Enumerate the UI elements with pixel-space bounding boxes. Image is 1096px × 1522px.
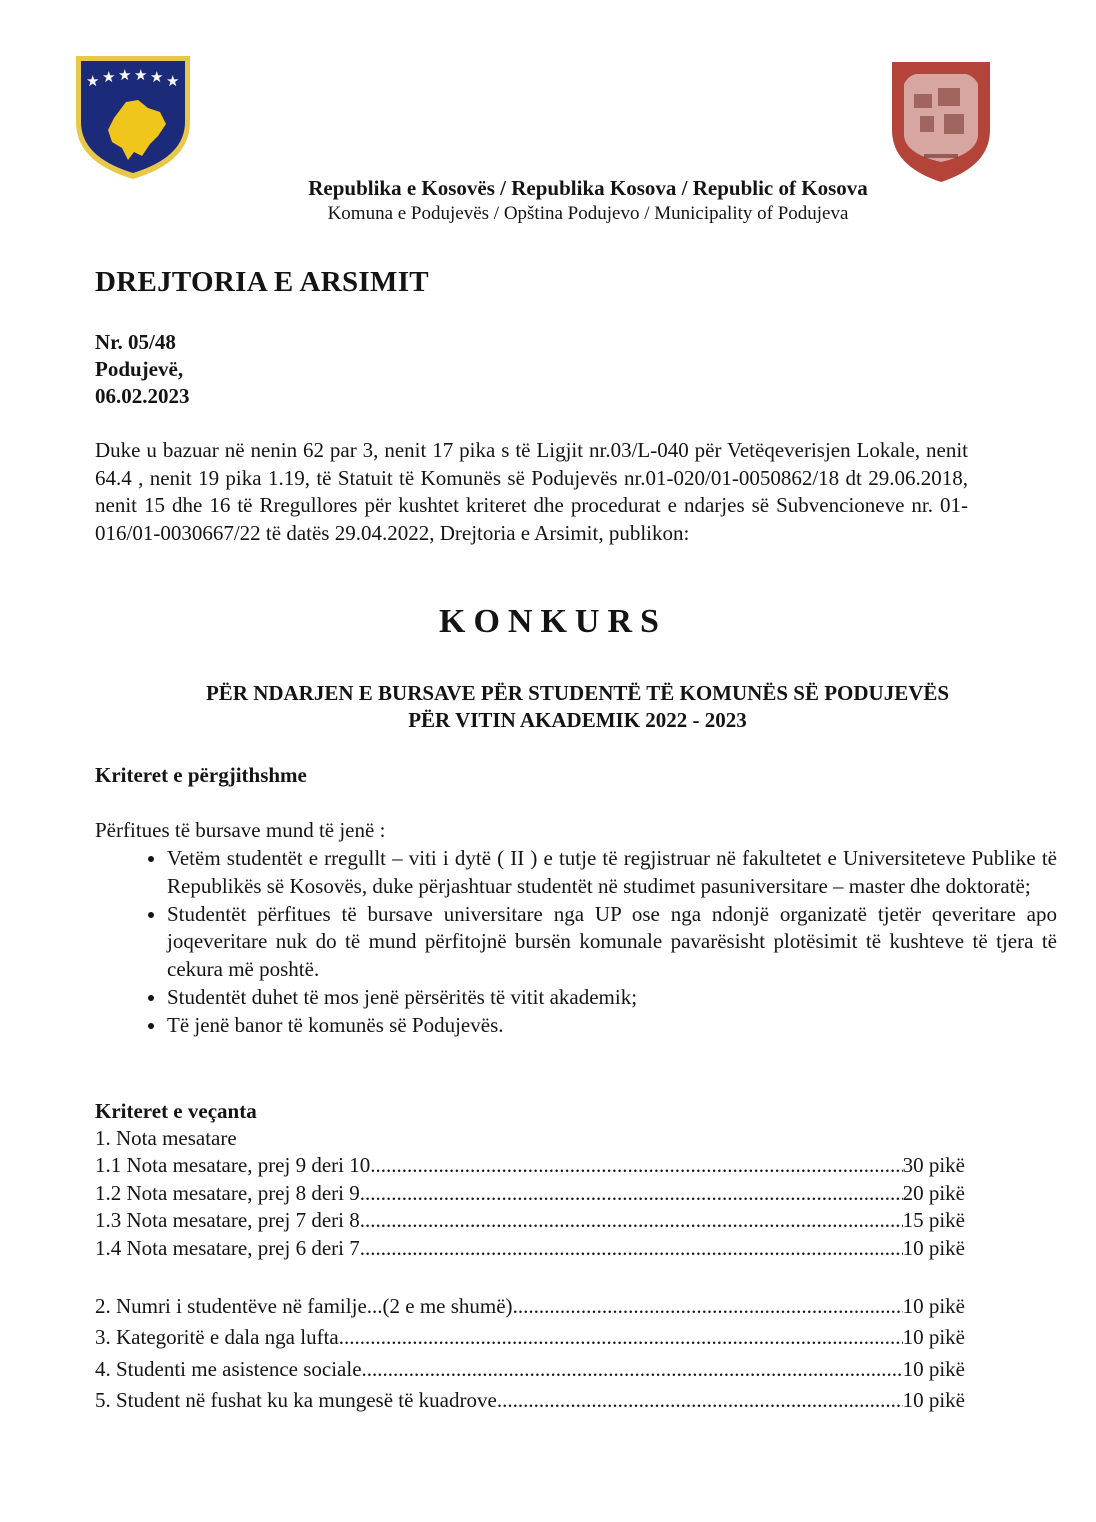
- general-criteria-list: [95, 845, 1057, 1040]
- leader-dots: [497, 1388, 903, 1413]
- leader-dots: [360, 1208, 903, 1233]
- criteria-points: 10 pikë: [902, 1294, 965, 1318]
- criteria-points: 30 pikë: [902, 1153, 965, 1177]
- criteria-points: 15 pikë: [902, 1208, 965, 1232]
- leader-dots: [513, 1294, 903, 1319]
- special-criteria-subheading: 1. Nota mesatare: [95, 1126, 237, 1150]
- criteria-label: 1.2 Nota mesatare, prej 8 deri 9: [95, 1181, 360, 1205]
- list-item: • Të jenë banor të komunës së Podujevës.: [167, 1012, 1057, 1040]
- criteria-label: 1.1 Nota mesatare, prej 9 deri 10: [95, 1153, 371, 1177]
- subtitle-line-2: PËR VITIN AKADEMIK 2022 - 2023: [408, 708, 747, 732]
- criteria-points: 10 pikë: [902, 1357, 965, 1381]
- criteria-row: [95, 1388, 965, 1413]
- criteria-row: [95, 1181, 965, 1206]
- criteria-label: 2. Numri i studentëve në familje...(2 e me shumë): [95, 1294, 513, 1318]
- svg-text:★: ★: [86, 72, 100, 90]
- criteria-label: 1.3 Nota mesatare, prej 7 deri 8: [95, 1208, 360, 1232]
- svg-text:★: ★: [150, 68, 164, 86]
- criteria-row: [95, 1357, 965, 1382]
- criteria-label: 1.4 Nota mesatare, prej 6 deri 7: [95, 1236, 360, 1260]
- criteria-row: [95, 1325, 965, 1350]
- criteria-row: [95, 1153, 965, 1178]
- criteria-row: [95, 1208, 965, 1233]
- criteria-points: 20 pikë: [902, 1181, 965, 1205]
- document-place: Podujevë,: [95, 357, 184, 381]
- criteria-label: 5. Student në fushat ku ka mungesë të kuadrove: [95, 1388, 497, 1412]
- intro-paragraph: Duke u bazuar në nenin 62 par 3, nenit 17 pika s të Ligjit nr.03/L-040 për Vetëqeverisjen Lokale, nenit 64.4 , nenit 19 pika 1.19, të Statuit të Komunës së Podujevës nr.01-020/01-0050862/18 dt 29.06.2018, nenit 15 dhe 16 të Rregullores për kushtet kriteret dhe procedurat e ndarjes së Subvencioneve nr. 01-016/01-0030667/22 të datës 29.04.2022, Drejtoria e Arsimit, publikon:: [95, 438, 968, 545]
- criteria-row: [95, 1294, 965, 1319]
- special-criteria-heading: Kriteret e veçanta: [95, 1099, 257, 1123]
- leader-dots: [362, 1357, 903, 1382]
- document-meta: [95, 329, 190, 410]
- country-header: Republika e Kosovës / Republika Kosova / Republic of Kosova: [308, 176, 868, 200]
- department-title: DREJTORIA E ARSIMIT: [95, 266, 429, 298]
- podujeva-municipal-emblem-icon: [888, 58, 994, 186]
- criteria-points: 10 pikë: [902, 1388, 965, 1412]
- leader-dots: [360, 1181, 903, 1206]
- document-subtitle: [95, 680, 1060, 734]
- svg-text:★: ★: [166, 72, 180, 90]
- municipality-header: Komuna e Podujevës / Opština Podujevo / Municipality of Podujeva: [327, 203, 849, 224]
- general-criteria-lead: Përfitues të bursave mund të jenë :: [95, 818, 386, 842]
- criteria-row: [95, 1236, 965, 1261]
- leader-dots: [370, 1153, 902, 1178]
- document-date: 06.02.2023: [95, 384, 190, 408]
- criteria-points: 10 pikë: [902, 1325, 965, 1349]
- criteria-label: 3. Kategoritë e dala nga lufta: [95, 1325, 339, 1349]
- general-criteria-heading: Kriteret e përgjithshme: [95, 763, 307, 787]
- list-item: • Studentët përfitues të bursave universitare nga UP ose nga ndonjë organizatë tjetër qeveritare apo joqeveritare nuk do të mund përfitojnë bursën komunale pavarësisht plotësimit të kushteve të tjera të cekura më poshtë.: [167, 901, 1057, 984]
- svg-text:★: ★: [118, 66, 132, 84]
- leader-dots: [339, 1325, 903, 1350]
- subtitle-line-1: PËR NDARJEN E BURSAVE PËR STUDENTË TË KOMUNËS SË PODUJEVËS: [205, 681, 950, 705]
- svg-text:★: ★: [134, 66, 148, 84]
- svg-text:★: ★: [102, 68, 116, 86]
- kosovo-coat-of-arms-icon: [72, 52, 194, 182]
- criteria-points: 10 pikë: [902, 1236, 965, 1260]
- list-item: • Vetëm studentët e rregullt – viti i dytë ( II ) e tutje të regjistruar në fakultetet e Universiteteve Publike të Republikës së Kosovës, duke përjashtuar studentët në studimet pasuniversitare – master dhe doktoratë;: [167, 845, 1057, 900]
- criteria-label: 4. Studenti me asistence sociale: [95, 1357, 362, 1381]
- document-number: Nr. 05/48: [95, 330, 176, 354]
- leader-dots: [360, 1236, 903, 1261]
- document-title: KONKURS: [439, 603, 667, 640]
- list-item: • Studentët duhet të mos jenë përsëritës të vitit akademik;: [167, 984, 1057, 1012]
